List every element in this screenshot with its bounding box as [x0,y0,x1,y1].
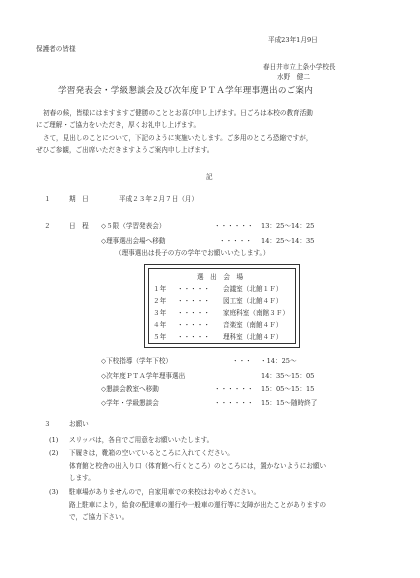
section-1-value: 平成２３年２月７日（月） [119,195,199,203]
schedule-item-text: ◇理事選出会場へ移動 [101,237,166,245]
schedule-item-dots: ・・・・・ [219,237,252,245]
venue-grade: ５年 [153,333,167,341]
schedule-item-time: 14：25～14：35 [261,237,315,245]
schedule-item-time: ・14：25～ [260,357,297,365]
greeting-line-3: さて，見出しのことについて，下記のように実施いたします。ご多用のところ恐縮ですが， [43,134,313,142]
school-name: 春日井市立上条小学校長 [263,63,336,71]
schedule-item-dots: ・・・・・・ [214,399,254,407]
principal-name: 水野 健二 [277,73,310,81]
recipient: 保護者の皆様 [36,45,76,53]
schedule-note: （理事選出は長子の方の学年でお願いいたします。） [115,249,270,257]
section-3-number: ３ [44,420,51,428]
venue-room: 理科室（北館４Ｆ） [223,333,283,341]
schedule-item-time: 14：35～15：05 [261,372,315,380]
document-title: 学習発表会・学級懇談会及び次年度ＰＴＡ学年理事選出のご案内 [58,86,314,96]
schedule-item-text: ◇懇談会教室へ移動 [101,385,159,393]
venue-dots: ・・・・・ [177,321,210,329]
venue-grade: ３年 [153,309,167,317]
venue-room: 図工室（北館４Ｆ） [223,297,283,305]
section-1-label: 期 日 [69,195,89,203]
request-number: (3) [49,488,59,496]
venue-dots: ・・・・・ [177,297,210,305]
venue-grade: ４年 [153,321,167,329]
request-number: (2) [49,449,59,457]
request-line: で，ご協力下さい。 [69,513,129,521]
schedule-item-text: ◇下校指導（学年下校） [101,357,173,365]
schedule-item-time: 15：05～15：15 [261,385,315,393]
schedule-item-text: ◇次年度ＰＴＡ学年理事選出 [101,372,186,380]
venue-box [144,264,300,348]
venue-grade: １年 [153,285,167,293]
section-3-label: お願い [69,420,89,428]
schedule-item-time: 15：15～随時終了 [261,399,318,407]
venue-dots: ・・・・・ [177,285,210,293]
schedule-item-dots: ・・・・・・ [214,222,254,230]
request-line: 路上駐車により，給食の配達車の運行や一般車の運行等に支障が出たことがありますの [69,501,327,509]
venue-grade: ２年 [153,297,167,305]
schedule-item-dots: ・・・・・・ [214,385,254,393]
request-number: (1) [49,436,59,444]
ki-marker: 記 [206,173,213,181]
document-date: 平成23年1月9日 [268,36,318,44]
venue-room: 家庭科室（南館３Ｆ） [223,309,289,317]
schedule-item-text: ◇学年・学級懇談会 [101,399,159,407]
greeting-line-1: 初春の候，皆様にはますますご健勝のこととお喜び申し上げます。日ごろは本校の教育活動 [43,109,313,117]
venue-room: 音楽室（南館４Ｆ） [223,321,283,329]
request-line: 下履きは，靴箱の空いているところに入れてください。 [69,449,234,457]
venue-dots: ・・・・・ [177,309,210,317]
section-2-label: 日 程 [69,222,89,230]
section-1-number: １ [44,195,51,203]
request-line: 体育館と校舎の出入り口（体育館へ行くところ）のところには，置かないようにお願い [69,462,327,470]
greeting-line-4: ぜひご参観，ご出席いただきますようご案内申し上げます。 [36,146,214,154]
venue-box-heading: 選 出 会 場 [197,273,244,281]
schedule-item-time: 13：25～14：25 [261,222,315,230]
request-line: します。 [69,474,95,482]
section-2-number: ２ [44,222,51,230]
greeting-line-2: にご理解・ご協力をいただき，厚くお礼申し上げます。 [36,121,201,129]
schedule-item-text: ◇５限（学習発表会） [101,222,166,230]
request-line: スリッパは，各自でご用意をお願いいたします。 [69,436,214,444]
venue-room: 会議室（北館１Ｆ） [223,285,283,293]
schedule-item-dots: ・・・ [232,357,252,365]
venue-dots: ・・・・・ [177,333,210,341]
request-line: 駐車場がありませんので，自家用車での来校はおやめください。 [69,488,261,496]
